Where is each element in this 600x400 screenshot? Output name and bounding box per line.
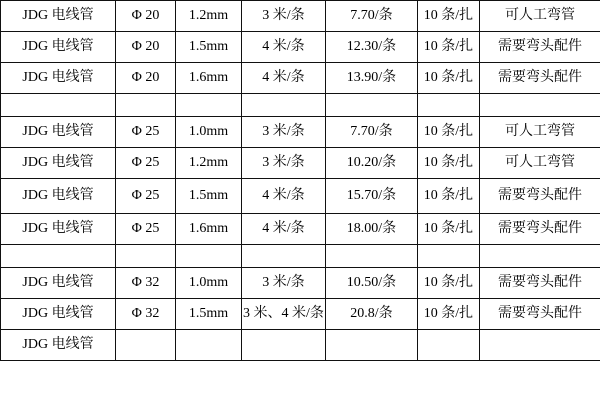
table-row: [1, 214, 600, 245]
cell-spec: Φ 20: [116, 63, 176, 94]
cell-spec: [116, 330, 176, 361]
cell-note: 需要弯头配件: [480, 63, 600, 94]
cell-price: [326, 245, 418, 268]
cell-name: JDG 电线管: [1, 330, 116, 361]
cell-price: 15.70/条: [326, 179, 418, 214]
table-row-spacer: [1, 94, 600, 117]
cell-length: 4 米/条: [242, 214, 326, 245]
cell-length: 3 米/条: [242, 268, 326, 299]
cell-name: JDG 电线管: [1, 148, 116, 179]
cell-price: [326, 330, 418, 361]
cell-note: 可人工弯管: [480, 1, 600, 32]
cell-name: JDG 电线管: [1, 32, 116, 63]
cell-length: 4 米/条: [242, 63, 326, 94]
table-row: [1, 268, 600, 299]
cell-thickness: 1.6mm: [176, 214, 242, 245]
cell-note: 可人工弯管: [480, 117, 600, 148]
cell-spec: Φ 25: [116, 148, 176, 179]
cell-price: [326, 94, 418, 117]
cell-pack: 10 条/扎: [418, 179, 480, 214]
cell-length: [242, 94, 326, 117]
cell-thickness: [176, 330, 242, 361]
cell-name: JDG 电线管: [1, 117, 116, 148]
table-row-spacer: [1, 245, 600, 268]
cell-spec: Φ 25: [116, 179, 176, 214]
cell-spec: [116, 245, 176, 268]
cell-thickness: 1.0mm: [176, 117, 242, 148]
table-row: [1, 179, 600, 214]
cell-thickness: [176, 245, 242, 268]
cell-spec: Φ 20: [116, 32, 176, 63]
cell-price: 12.30/条: [326, 32, 418, 63]
cell-length: [242, 245, 326, 268]
cell-pack: 10 条/扎: [418, 63, 480, 94]
cell-note: [480, 94, 600, 117]
cell-spec: Φ 25: [116, 214, 176, 245]
table-row: [1, 63, 600, 94]
cell-length: 3 米/条: [242, 148, 326, 179]
cell-spec: Φ 20: [116, 1, 176, 32]
cell-pack: [418, 245, 480, 268]
cell-note: 需要弯头配件: [480, 299, 600, 330]
table-row: [1, 299, 600, 330]
cell-pack: 10 条/扎: [418, 214, 480, 245]
cell-spec: Φ 25: [116, 117, 176, 148]
cell-price: 18.00/条: [326, 214, 418, 245]
cell-spec: Φ 32: [116, 299, 176, 330]
cell-note: 需要弯头配件: [480, 32, 600, 63]
cell-price: 13.90/条: [326, 63, 418, 94]
cell-price: 10.50/条: [326, 268, 418, 299]
cell-thickness: 1.2mm: [176, 148, 242, 179]
cell-name: JDG 电线管: [1, 268, 116, 299]
cell-price: 10.20/条: [326, 148, 418, 179]
cell-pack: 10 条/扎: [418, 299, 480, 330]
cell-length: 4 米/条: [242, 179, 326, 214]
cell-name: [1, 245, 116, 268]
cell-note: 需要弯头配件: [480, 214, 600, 245]
cell-pack: 10 条/扎: [418, 32, 480, 63]
cell-note: [480, 330, 600, 361]
cell-thickness: 1.5mm: [176, 179, 242, 214]
cell-thickness: 1.2mm: [176, 1, 242, 32]
cell-pack: 10 条/扎: [418, 117, 480, 148]
cell-price: 7.70/条: [326, 117, 418, 148]
cell-thickness: [176, 94, 242, 117]
table-row: [1, 117, 600, 148]
cell-thickness: 1.5mm: [176, 299, 242, 330]
cell-pack: 10 条/扎: [418, 268, 480, 299]
cell-pack: [418, 330, 480, 361]
cell-price: 7.70/条: [326, 1, 418, 32]
cell-name: JDG 电线管: [1, 1, 116, 32]
cell-thickness: 1.6mm: [176, 63, 242, 94]
cell-note: 需要弯头配件: [480, 268, 600, 299]
cell-pack: 10 条/扎: [418, 148, 480, 179]
cell-note: 需要弯头配件: [480, 179, 600, 214]
cell-name: JDG 电线管: [1, 299, 116, 330]
cell-name: JDG 电线管: [1, 63, 116, 94]
cell-length: [242, 330, 326, 361]
table-row: [1, 148, 600, 179]
cell-note: [480, 245, 600, 268]
cell-name: JDG 电线管: [1, 179, 116, 214]
price-table-body: [1, 1, 600, 361]
cell-length: 4 米/条: [242, 32, 326, 63]
table-row: [1, 32, 600, 63]
table-row: [1, 330, 600, 361]
cell-length: 3 米、4 米/条: [242, 299, 326, 330]
cell-length: 3 米/条: [242, 117, 326, 148]
cell-price: 20.8/条: [326, 299, 418, 330]
cell-name: JDG 电线管: [1, 214, 116, 245]
cell-thickness: 1.5mm: [176, 32, 242, 63]
cell-pack: [418, 94, 480, 117]
cell-name: [1, 94, 116, 117]
cell-length: 3 米/条: [242, 1, 326, 32]
cell-spec: Φ 32: [116, 268, 176, 299]
cell-note: 可人工弯管: [480, 148, 600, 179]
cell-thickness: 1.0mm: [176, 268, 242, 299]
cell-pack: 10 条/扎: [418, 1, 480, 32]
table-row: [1, 1, 600, 32]
cell-spec: [116, 94, 176, 117]
